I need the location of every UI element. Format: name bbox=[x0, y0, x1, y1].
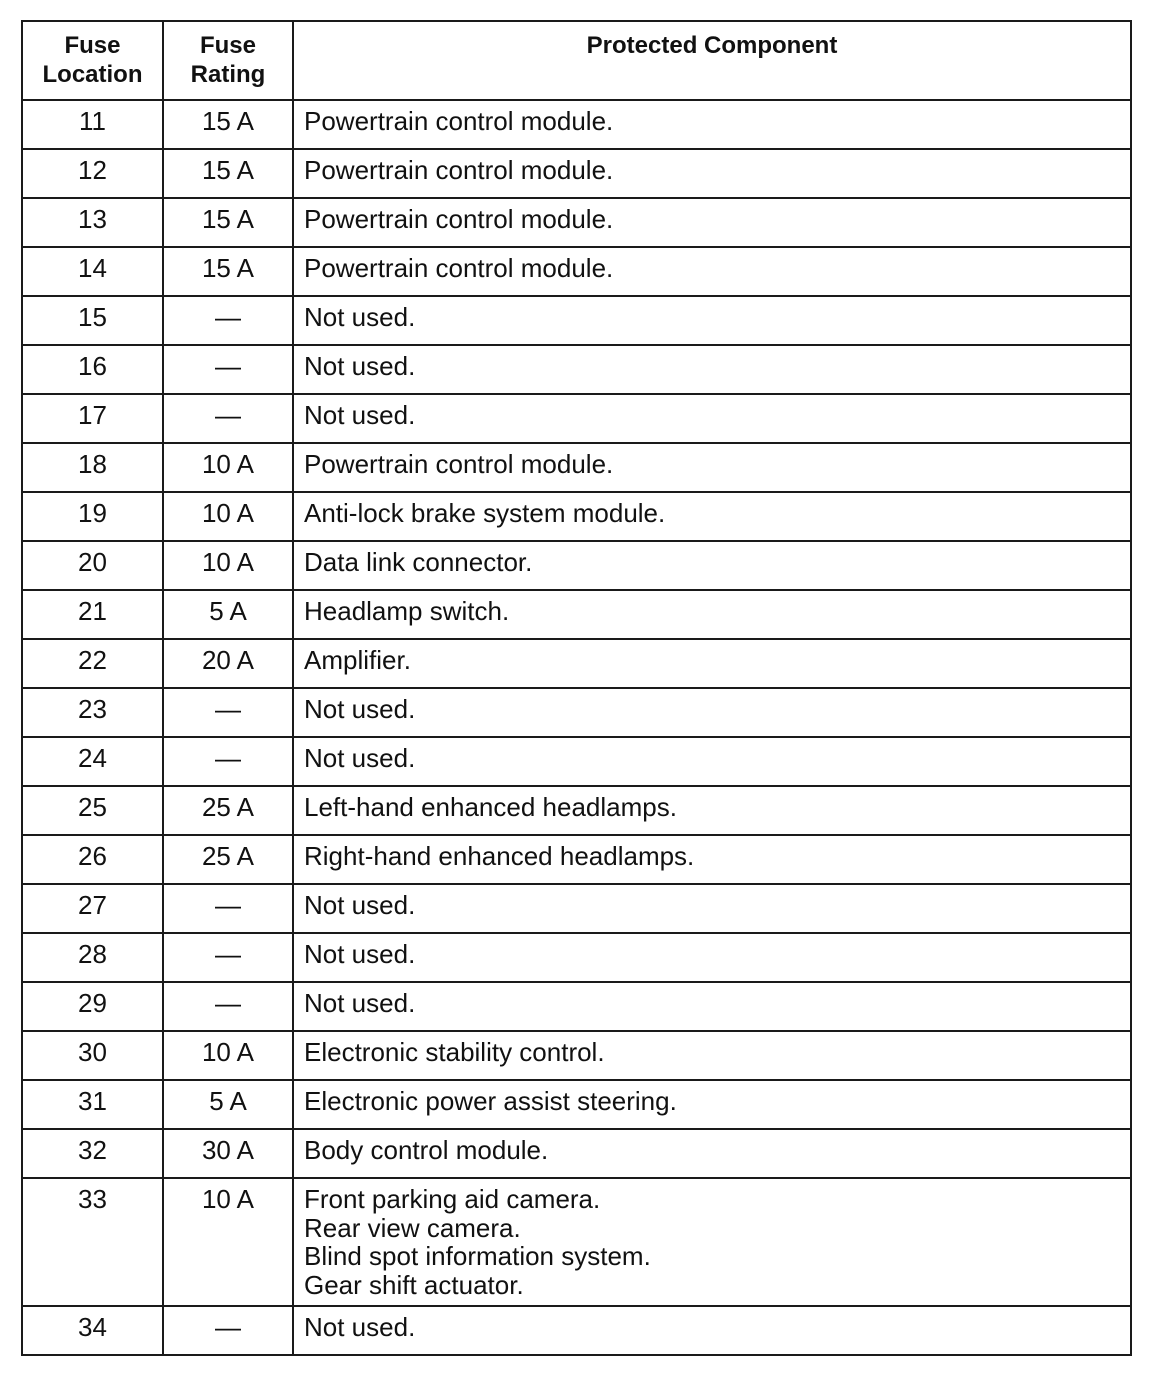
fuse-rating-cell: — bbox=[163, 688, 293, 737]
table-row bbox=[22, 198, 1131, 247]
fuse-location-cell: 20 bbox=[22, 541, 163, 590]
protected-component-cell bbox=[293, 443, 1131, 492]
table-row bbox=[22, 786, 1131, 835]
fuse-rating-cell: — bbox=[163, 982, 293, 1031]
fuse-location-cell: 15 bbox=[22, 296, 163, 345]
table-row bbox=[22, 1080, 1131, 1129]
component-line: Powertrain control module. bbox=[304, 155, 614, 185]
component-line: Not used. bbox=[304, 400, 416, 430]
component-line: Powertrain control module. bbox=[304, 204, 614, 234]
fuse-rating-cell: — bbox=[163, 737, 293, 786]
fuse-rating-cell: 10 A bbox=[163, 541, 293, 590]
table-row bbox=[22, 1031, 1131, 1080]
fuse-location-cell: 16 bbox=[22, 345, 163, 394]
fuse-location-cell: 14 bbox=[22, 247, 163, 296]
protected-component-cell bbox=[293, 198, 1131, 247]
component-line: Not used. bbox=[304, 939, 416, 969]
protected-component-cell bbox=[293, 688, 1131, 737]
fuse-location-cell: 18 bbox=[22, 443, 163, 492]
component-line: Not used. bbox=[304, 743, 416, 773]
table-row bbox=[22, 492, 1131, 541]
component-line: Powertrain control module. bbox=[304, 253, 614, 283]
fuse-location-cell: 19 bbox=[22, 492, 163, 541]
protected-component-cell bbox=[293, 345, 1131, 394]
fuse-rating-cell: 15 A bbox=[163, 198, 293, 247]
component-line: Rear view camera. bbox=[304, 1212, 521, 1243]
component-line: Gear shift actuator. bbox=[304, 1269, 524, 1300]
component-line: Left-hand enhanced headlamps. bbox=[304, 792, 677, 822]
protected-component-cell bbox=[293, 247, 1131, 296]
fuse-rating-cell: — bbox=[163, 884, 293, 933]
table-row bbox=[22, 688, 1131, 737]
table-row bbox=[22, 933, 1131, 982]
fuse-location-cell: 32 bbox=[22, 1129, 163, 1178]
fuse-location-cell: 34 bbox=[22, 1306, 163, 1355]
component-line: Data link connector. bbox=[304, 547, 533, 577]
protected-component-cell bbox=[293, 933, 1131, 982]
fuse-rating-cell: 5 A bbox=[163, 1080, 293, 1129]
component-line: Not used. bbox=[304, 988, 416, 1018]
component-line: Headlamp switch. bbox=[304, 596, 510, 626]
component-line: Not used. bbox=[304, 1312, 416, 1342]
table-row bbox=[22, 884, 1131, 933]
fuse-location-cell: 21 bbox=[22, 590, 163, 639]
component-line: Not used. bbox=[304, 890, 416, 920]
protected-component-cell bbox=[293, 1306, 1131, 1355]
header-protected-component: Protected Component bbox=[293, 21, 1131, 100]
fuse-rating-cell: — bbox=[163, 345, 293, 394]
fuse-rating-cell: 25 A bbox=[163, 835, 293, 884]
fuse-rating-cell: 10 A bbox=[163, 443, 293, 492]
fuse-rating-cell: 10 A bbox=[163, 1178, 293, 1306]
table-row bbox=[22, 835, 1131, 884]
fuse-location-cell: 23 bbox=[22, 688, 163, 737]
component-line: Powertrain control module. bbox=[304, 106, 614, 136]
fuse-location-cell: 12 bbox=[22, 149, 163, 198]
component-line: Not used. bbox=[304, 694, 416, 724]
component-line: Not used. bbox=[304, 351, 416, 381]
header-fuse-location: Fuse Location bbox=[22, 21, 163, 100]
table-row bbox=[22, 639, 1131, 688]
component-line: Electronic power assist steering. bbox=[304, 1086, 677, 1116]
table-row bbox=[22, 1129, 1131, 1178]
fuse-rating-cell: 15 A bbox=[163, 100, 293, 149]
fuse-rating-cell: 30 A bbox=[163, 1129, 293, 1178]
fuse-location-cell: 31 bbox=[22, 1080, 163, 1129]
fuse-rating-cell: 15 A bbox=[163, 149, 293, 198]
protected-component-cell bbox=[293, 884, 1131, 933]
table-row bbox=[22, 1306, 1131, 1355]
table-row bbox=[22, 345, 1131, 394]
protected-component-cell bbox=[293, 1080, 1131, 1129]
fuse-rating-cell: — bbox=[163, 394, 293, 443]
fuse-rating-cell: 10 A bbox=[163, 492, 293, 541]
fuse-rating-cell: 15 A bbox=[163, 247, 293, 296]
fuse-location-cell: 26 bbox=[22, 835, 163, 884]
fuse-location-cell: 17 bbox=[22, 394, 163, 443]
fuse-rating-cell: — bbox=[163, 296, 293, 345]
table-row bbox=[22, 247, 1131, 296]
component-line: Not used. bbox=[304, 302, 416, 332]
fuse-location-cell: 28 bbox=[22, 933, 163, 982]
fuse-location-cell: 25 bbox=[22, 786, 163, 835]
component-line: Electronic stability control. bbox=[304, 1037, 605, 1067]
protected-component-cell bbox=[293, 1178, 1131, 1306]
table-row bbox=[22, 1178, 1131, 1306]
fuse-location-cell: 29 bbox=[22, 982, 163, 1031]
component-line: Powertrain control module. bbox=[304, 449, 614, 479]
table-row bbox=[22, 590, 1131, 639]
table-row bbox=[22, 541, 1131, 590]
protected-component-cell bbox=[293, 982, 1131, 1031]
fuse-location-cell: 27 bbox=[22, 884, 163, 933]
fuse-location-cell: 11 bbox=[22, 100, 163, 149]
fuse-rating-cell: 5 A bbox=[163, 590, 293, 639]
component-line: Right-hand enhanced headlamps. bbox=[304, 841, 695, 871]
table-row bbox=[22, 296, 1131, 345]
protected-component-cell bbox=[293, 296, 1131, 345]
protected-component-cell bbox=[293, 149, 1131, 198]
protected-component-cell bbox=[293, 100, 1131, 149]
component-line: Amplifier. bbox=[304, 645, 411, 675]
component-line: Blind spot information system. bbox=[304, 1241, 651, 1271]
fuse-location-cell: 33 bbox=[22, 1178, 163, 1306]
protected-component-cell bbox=[293, 492, 1131, 541]
table-row bbox=[22, 737, 1131, 786]
component-line: Anti-lock brake system module. bbox=[304, 498, 666, 528]
protected-component-cell bbox=[293, 541, 1131, 590]
table-row bbox=[22, 443, 1131, 492]
fuse-rating-cell: — bbox=[163, 933, 293, 982]
table-row bbox=[22, 982, 1131, 1031]
protected-component-cell bbox=[293, 1031, 1131, 1080]
table-row bbox=[22, 100, 1131, 149]
fuse-location-cell: 13 bbox=[22, 198, 163, 247]
fuse-location-cell: 22 bbox=[22, 639, 163, 688]
protected-component-cell bbox=[293, 737, 1131, 786]
component-line: Front parking aid camera. bbox=[304, 1184, 601, 1214]
component-line: Body control module. bbox=[304, 1135, 549, 1165]
protected-component-cell bbox=[293, 835, 1131, 884]
table-row bbox=[22, 394, 1131, 443]
protected-component-cell bbox=[293, 394, 1131, 443]
header-fuse-rating: Fuse Rating bbox=[163, 21, 293, 100]
fuse-table-body bbox=[22, 100, 1131, 1355]
fuse-rating-cell: 20 A bbox=[163, 639, 293, 688]
fuse-location-cell: 24 bbox=[22, 737, 163, 786]
fuse-table bbox=[21, 20, 1132, 1356]
protected-component-cell bbox=[293, 1129, 1131, 1178]
table-row bbox=[22, 149, 1131, 198]
fuse-rating-cell: 25 A bbox=[163, 786, 293, 835]
table-header-row bbox=[22, 21, 1131, 100]
fuse-location-cell: 30 bbox=[22, 1031, 163, 1080]
protected-component-cell bbox=[293, 590, 1131, 639]
fuse-rating-cell: 10 A bbox=[163, 1031, 293, 1080]
protected-component-cell bbox=[293, 639, 1131, 688]
protected-component-cell bbox=[293, 786, 1131, 835]
fuse-rating-cell: — bbox=[163, 1306, 293, 1355]
